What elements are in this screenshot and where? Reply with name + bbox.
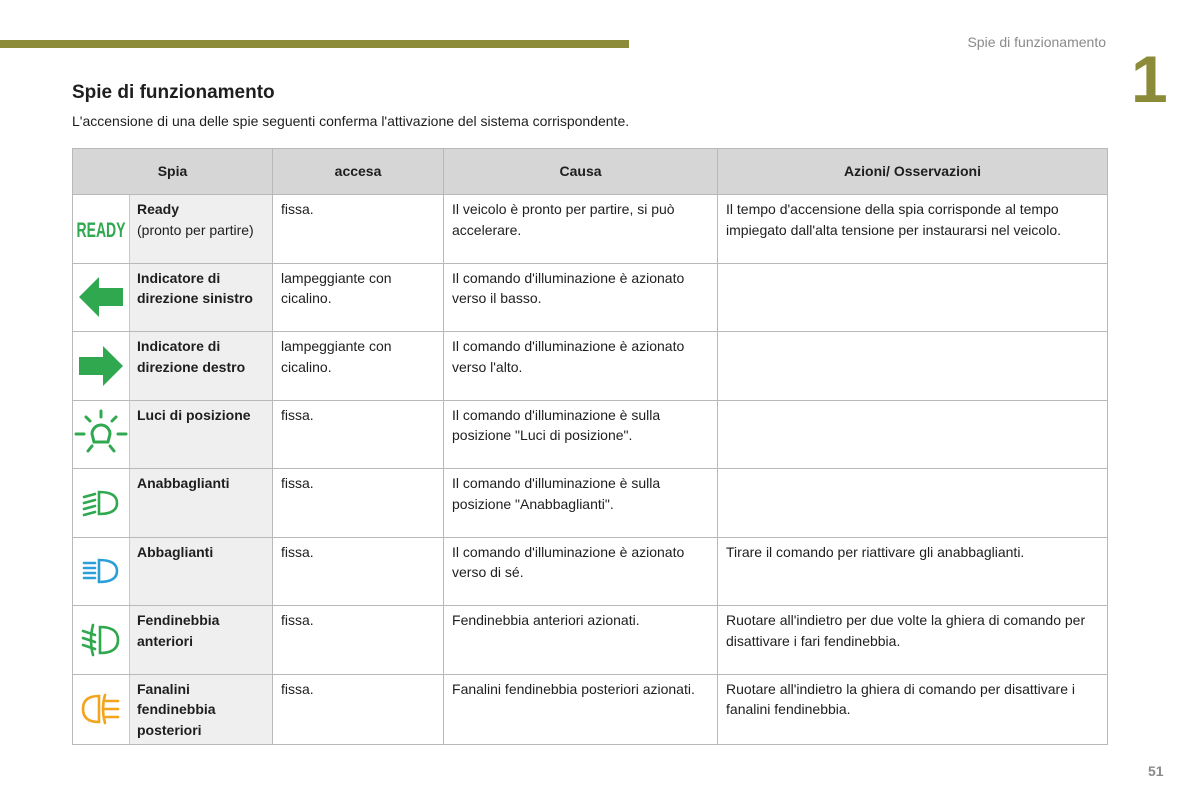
light-action: Ruotare all'indietro la ghiera di comando per disattivare i fanalini fendinebbia. — [718, 674, 1108, 745]
light-state: fissa. — [273, 674, 444, 745]
light-name: Anabbaglianti — [130, 469, 273, 538]
light-state: fissa. — [273, 400, 444, 469]
header-accent-bar — [0, 40, 629, 48]
icon-cell — [73, 195, 130, 264]
light-name: Fanalini fendinebbia posteriori — [130, 674, 273, 745]
icon-cell — [73, 332, 130, 401]
icon-cell — [73, 674, 130, 745]
warning-lights-table — [72, 148, 1108, 745]
rear-fog-icon — [81, 700, 121, 716]
page-intro: L'accensione di una delle spie seguenti conferma l'attivazione del sistema corrispondente. — [72, 113, 630, 129]
table-row — [73, 332, 1108, 401]
table-row — [73, 537, 1108, 606]
light-state: fissa. — [273, 537, 444, 606]
table-row — [73, 469, 1108, 538]
ready-icon-text: READY — [76, 218, 126, 242]
table-row — [73, 400, 1108, 469]
icon-cell — [73, 606, 130, 675]
position-lights-icon — [74, 425, 128, 441]
light-action: Tirare il comando per riattivare gli anabbaglianti. — [718, 537, 1108, 606]
front-fog-icon — [80, 630, 122, 646]
running-header: Spie di funzionamento — [967, 34, 1106, 50]
table-row — [73, 674, 1108, 745]
col-header-azioni: Azioni/ Osservazioni — [718, 149, 1108, 195]
light-name: Fendinebbia anteriori — [130, 606, 273, 675]
light-state: fissa. — [273, 469, 444, 538]
light-state: lampeggiante con cicalino. — [273, 332, 444, 401]
light-state: fissa. — [273, 606, 444, 675]
light-name: Abbaglianti — [130, 537, 273, 606]
ready-icon — [75, 218, 127, 242]
light-cause: Il comando d'illuminazione è sulla posizione "Anabbaglianti". — [444, 469, 718, 538]
light-action — [718, 263, 1108, 332]
light-name: Indicatore di direzione sinistro — [130, 263, 273, 332]
light-name: Luci di posizione — [130, 400, 273, 469]
light-state: lampeggiante con cicalino. — [273, 263, 444, 332]
light-name-sub: (pronto per partire) — [137, 221, 254, 238]
table-row — [73, 263, 1108, 332]
light-name: Indicatore di direzione destro — [130, 332, 273, 401]
light-state: fissa. — [273, 195, 444, 264]
light-action — [718, 469, 1108, 538]
table-header-row — [73, 149, 1108, 195]
icon-cell — [73, 263, 130, 332]
light-name — [130, 195, 273, 264]
light-action: Il tempo d'accensione della spia corrisponde al tempo impiegato dall'alta tensione per instaurarsi nel veicolo. — [718, 195, 1108, 264]
light-name-text: Ready — [137, 201, 180, 217]
icon-cell — [73, 400, 130, 469]
col-header-accesa: accesa — [273, 149, 444, 195]
page-number: 51 — [1148, 763, 1164, 779]
light-cause: Fanalini fendinebbia posteriori azionati. — [444, 674, 718, 745]
light-cause: Il veicolo è pronto per partire, si può accelerare. — [444, 195, 718, 264]
light-action: Ruotare all'indietro per due volte la ghiera di comando per disattivare i fari fendinebbia. — [718, 606, 1108, 675]
chapter-number: 1 — [1131, 42, 1168, 116]
arrow-left-icon — [77, 288, 125, 304]
light-action — [718, 400, 1108, 469]
light-cause: Il comando d'illuminazione è azionato verso l'alto. — [444, 332, 718, 401]
light-action — [718, 332, 1108, 401]
col-header-spia: Spia — [73, 149, 273, 195]
table-row — [73, 195, 1108, 264]
table-row — [73, 606, 1108, 675]
high-beam-icon — [81, 562, 121, 578]
col-header-causa: Causa — [444, 149, 718, 195]
low-beam-icon — [81, 493, 121, 509]
light-cause: Il comando d'illuminazione è azionato verso il basso. — [444, 263, 718, 332]
page-title: Spie di funzionamento — [72, 82, 275, 103]
icon-cell — [73, 469, 130, 538]
icon-cell — [73, 537, 130, 606]
light-cause: Il comando d'illuminazione è azionato verso di sé. — [444, 537, 718, 606]
light-cause: Il comando d'illuminazione è sulla posizione "Luci di posizione". — [444, 400, 718, 469]
arrow-right-icon — [77, 356, 125, 372]
light-cause: Fendinebbia anteriori azionati. — [444, 606, 718, 675]
